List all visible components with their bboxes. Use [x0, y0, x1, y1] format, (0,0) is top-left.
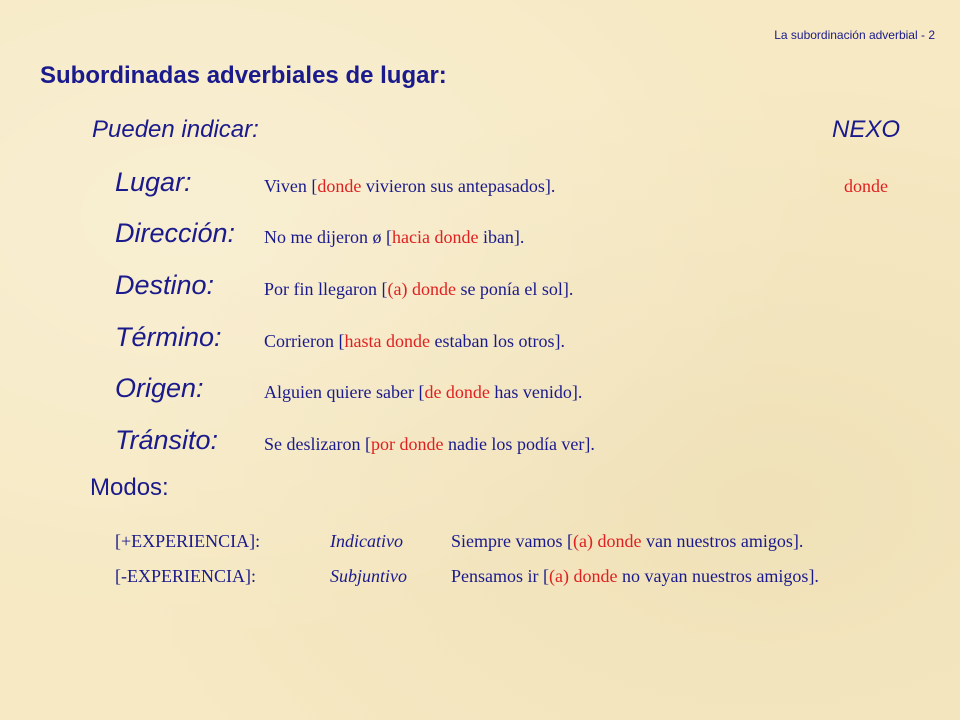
row-transito — [115, 425, 915, 461]
example-sentence — [264, 434, 595, 455]
mood-label: Indicativo — [330, 531, 403, 551]
example-sentence — [451, 566, 819, 587]
sentence-post: has venido]. — [489, 382, 583, 402]
row-label: Tránsito: — [115, 425, 219, 455]
sentence-pre: Siempre vamos [ — [451, 531, 573, 551]
example-sentence — [264, 382, 582, 403]
row-label: Dirección: — [115, 218, 236, 248]
sentence-nexo: hacia donde — [391, 227, 479, 247]
sentence-post: iban]. — [478, 227, 525, 247]
feature-label: [-EXPERIENCIA]: — [115, 566, 256, 586]
example-sentence — [264, 279, 573, 300]
sentence-nexo: de donde — [424, 382, 490, 402]
sentence-nexo: (a) donde — [549, 566, 618, 586]
nexo-column-header: NEXO — [832, 116, 901, 143]
example-sentence — [451, 531, 803, 552]
sentence-post: nadie los podía ver]. — [443, 434, 595, 454]
sentence-nexo: (a) donde — [387, 279, 456, 299]
sentence-pre: Se deslizaron [ — [264, 434, 371, 454]
sentence-pre: Alguien quiere saber [ — [264, 382, 425, 402]
sentence-pre: Pensamos ir [ — [451, 566, 549, 586]
example-sentence — [264, 176, 555, 197]
sentence-pre: No me dijeron ø [ — [264, 227, 392, 247]
modos-label: Modos: — [90, 474, 169, 501]
sentence-post: van nuestros amigos]. — [641, 531, 804, 551]
example-sentence — [264, 331, 565, 352]
row-origen — [115, 373, 915, 409]
sentence-nexo: por donde — [370, 434, 444, 454]
example-sentence — [264, 227, 524, 248]
row-destino — [115, 270, 915, 306]
nexo-value: donde — [844, 176, 888, 196]
feature-label: [+EXPERIENCIA]: — [115, 531, 261, 551]
row-label: Término: — [115, 322, 222, 352]
row-direccion — [115, 218, 915, 254]
row-label: Origen: — [115, 373, 204, 403]
sentence-pre: Por fin llegaron [ — [264, 279, 388, 299]
sentence-post: vivieron sus antepasados]. — [361, 176, 556, 196]
sentence-nexo: donde — [317, 176, 362, 196]
slide-title: Subordinadas adverbiales de lugar: — [40, 62, 447, 89]
modo-row-no-experiencia — [115, 566, 915, 592]
sentence-pre: Corrieron [ — [264, 331, 345, 351]
sentence-nexo: (a) donde — [572, 531, 642, 551]
sentence-nexo: hasta donde — [344, 331, 430, 351]
sentence-post: estaban los otros]. — [429, 331, 565, 351]
sentence-post: no vayan nuestros amigos]. — [617, 566, 819, 586]
intro-text: Pueden indicar: — [92, 116, 259, 143]
mood-label: Subjuntivo — [330, 566, 407, 586]
row-lugar — [115, 167, 915, 203]
slide-header: La subordinación adverbial - 2 — [774, 28, 935, 42]
modo-row-experiencia — [115, 531, 915, 557]
row-label: Destino: — [115, 270, 215, 300]
row-label: Lugar: — [115, 167, 192, 197]
sentence-pre: Viven [ — [264, 176, 318, 196]
row-termino — [115, 322, 915, 358]
sentence-post: se ponía el sol]. — [455, 279, 574, 299]
